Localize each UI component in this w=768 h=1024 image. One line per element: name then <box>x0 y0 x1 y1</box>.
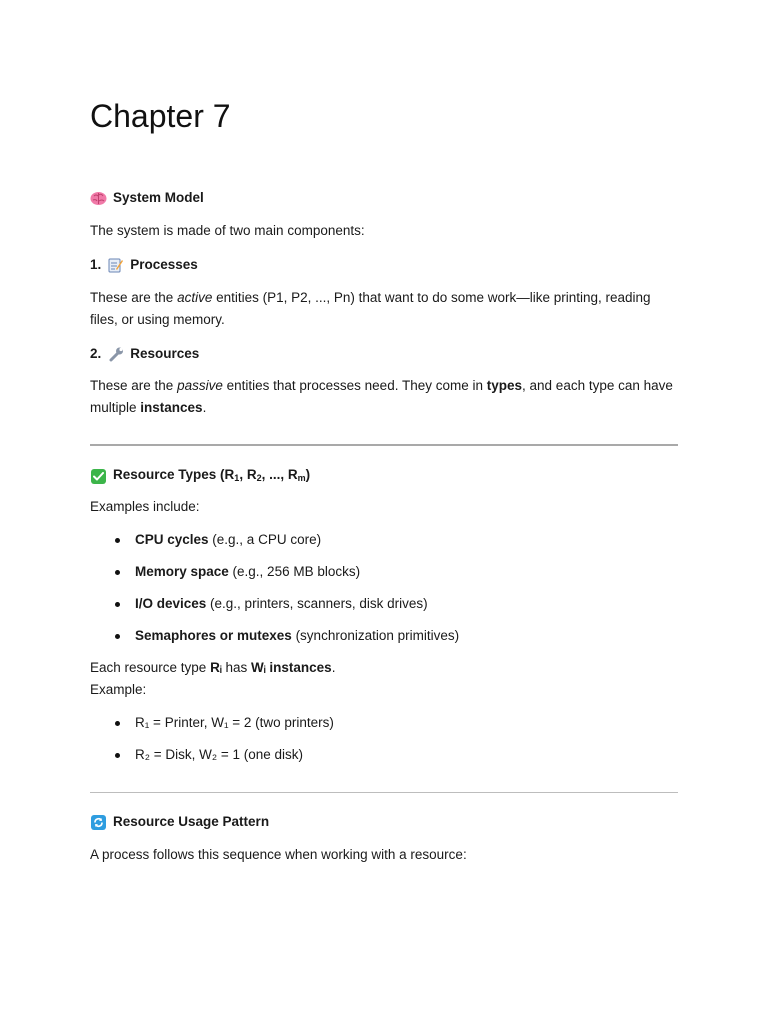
subscript: 2 <box>256 473 262 483</box>
horizontal-divider <box>90 792 678 793</box>
list-item <box>90 625 680 647</box>
wrench-icon <box>107 346 124 363</box>
example-list <box>90 712 680 766</box>
item-term: Memory space <box>135 564 229 579</box>
text-run: entities that processes need. They come in <box>222 378 487 393</box>
emphasis-passive: passive <box>177 378 223 393</box>
page-title: Chapter 7 <box>90 98 231 134</box>
text-run: has <box>221 660 252 675</box>
section-heading-text: Resource Usage Pattern <box>113 814 270 829</box>
section-heading-text: System Model <box>113 190 204 205</box>
bold-instances: instances <box>140 400 203 415</box>
repeat-arrows-icon <box>90 814 107 831</box>
text-run: ) <box>305 467 311 482</box>
list-item: R₂ = Disk, W₂ = 1 (one disk) <box>90 744 680 766</box>
list-number: 1. <box>90 257 102 272</box>
brain-icon <box>90 190 107 207</box>
text-run: . <box>202 400 207 415</box>
bold-types: types <box>486 378 523 393</box>
section-heading-system-model <box>90 187 680 209</box>
subscript: m <box>297 473 306 483</box>
text-run: . <box>331 660 336 675</box>
list-item <box>90 593 680 615</box>
section-heading-text <box>113 464 310 489</box>
text-run: entities (P1, P2, ..., Pn) that want to do some work—like printing, reading files, or using memory. <box>90 290 651 327</box>
list-number: 2. <box>90 346 102 361</box>
subscript: 1 <box>234 473 240 483</box>
section-heading-usage-pattern <box>90 811 680 833</box>
list-item: R₁ = Printer, W₁ = 2 (two printers) <box>90 712 680 734</box>
resource-type-list <box>90 529 680 647</box>
item-term: Semaphores or mutexes <box>135 628 292 643</box>
paragraph-each-resource <box>90 657 680 701</box>
text-run: , ..., R <box>261 467 298 482</box>
section-heading-resource-types <box>90 464 680 489</box>
subheading-resources <box>90 343 680 365</box>
paragraph-intro: The system is made of two main components: <box>90 223 365 238</box>
emphasis-active: active <box>177 290 213 305</box>
subheading-text: Processes <box>130 257 198 272</box>
text-run: Each resource type <box>90 660 211 675</box>
item-term: I/O devices <box>135 596 207 611</box>
list-item <box>90 561 680 583</box>
paragraph-processes <box>90 287 680 331</box>
item-detail: (e.g., printers, scanners, disk drives) <box>206 596 428 611</box>
bold-wi-instances: Wᵢ instances <box>251 660 332 675</box>
item-detail: (e.g., 256 MB blocks) <box>228 564 361 579</box>
bold-ri: Rᵢ <box>210 660 222 675</box>
paragraph-usage: A process follows this sequence when working with a resource: <box>90 847 467 862</box>
horizontal-divider <box>90 444 678 446</box>
text-run: , R <box>239 467 257 482</box>
paragraph-resources <box>90 375 680 419</box>
check-mark-button-icon <box>90 468 107 485</box>
paragraph-examples-label: Examples include: <box>90 499 200 514</box>
text-run: These are the <box>90 290 178 305</box>
item-term: CPU cycles <box>135 532 209 547</box>
subheading-text: Resources <box>130 346 200 361</box>
item-detail: (synchronization primitives) <box>291 628 460 643</box>
text-run: Resource Types (R <box>113 467 235 482</box>
example-label: Example: <box>90 682 147 697</box>
text-run: These are the <box>90 378 178 393</box>
text-run: , and each type can have multiple <box>90 378 673 415</box>
list-item <box>90 529 680 551</box>
memo-icon <box>107 257 124 274</box>
subheading-processes <box>90 254 680 276</box>
item-detail: (e.g., a CPU core) <box>208 532 322 547</box>
